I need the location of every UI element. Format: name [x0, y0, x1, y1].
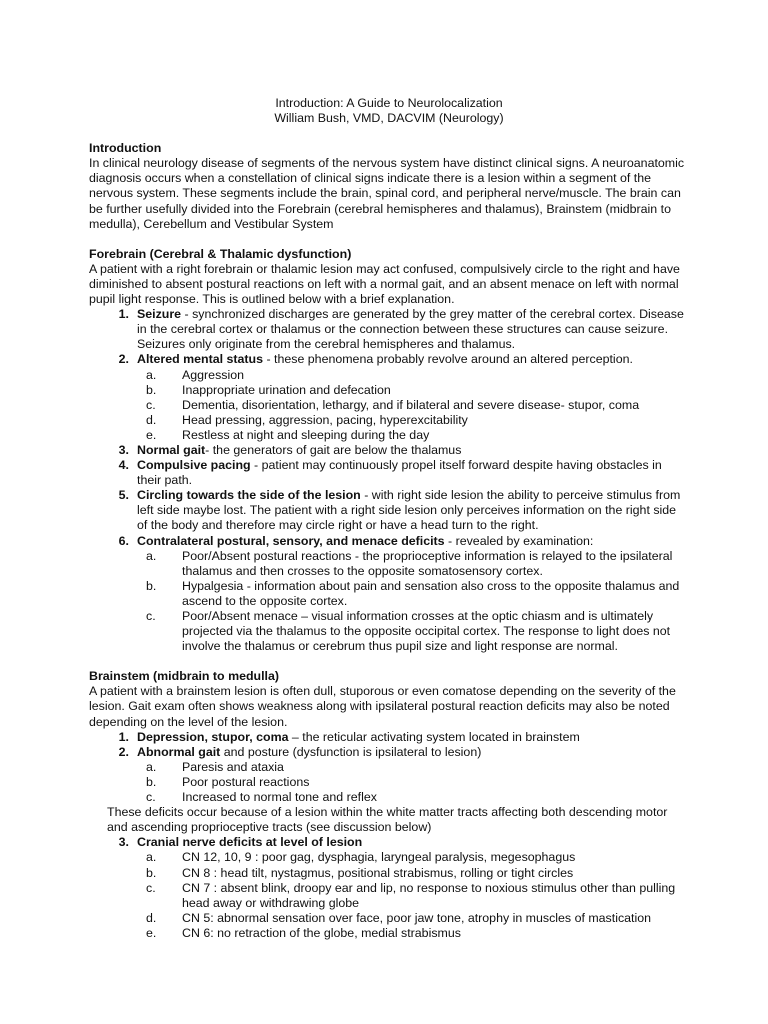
list-item [89, 835, 689, 850]
item-number: 5. [118, 488, 129, 503]
item-number: 4. [118, 458, 129, 473]
item-text: - these phenomena probably revolve around an altered perception. [263, 352, 633, 367]
sub-item-text: Poor/Absent postural reactions - the proprioceptive information is relayed to the ipsilateral thalamus and then crosses to the opposite somatosensory cortex. [182, 548, 673, 578]
item-text: - patient may continuously propel itself forward despite having obstacles in their path. [137, 458, 662, 488]
list-item [89, 458, 689, 488]
item-number: 1. [118, 307, 129, 322]
forebrain-paragraph: A patient with a right forebrain or thalamic lesion may act confused, compulsively circle to the right and have diminished to absent postural reactions on left with a normal gait, and an absent menace on left with normal pupil light response. This is outlined below with a brief explanation. [89, 261, 680, 307]
item-bold-text: Abnormal gait [137, 744, 221, 759]
sub-item-letter: b. [146, 382, 157, 397]
sub-list [89, 368, 689, 443]
forebrain-heading: Forebrain (Cerebral & Thalamic dysfunction) [89, 246, 352, 261]
sub-list [89, 549, 689, 655]
item-bold-text: Normal gait [137, 442, 206, 457]
sub-item-letter: e. [146, 925, 157, 940]
sub-item-text: CN 7 : absent blink, droopy ear and lip, no response to noxious stimulus other than pulling head away or withdrawing globe [182, 880, 676, 910]
item-number: 3. [118, 442, 129, 457]
item-bold-text: Cranial nerve deficits at level of lesion [137, 835, 363, 850]
sub-item-text: Paresis and ataxia [182, 759, 284, 774]
sub-item-letter: e. [146, 427, 157, 442]
brainstem-heading: Brainstem (midbrain to medulla) [89, 669, 280, 684]
list-item [89, 745, 689, 805]
item-bold-text: Contralateral postural, sensory, and menace deficits [137, 533, 445, 548]
sub-item-letter: a. [146, 367, 157, 382]
brainstem-list [89, 730, 689, 805]
sub-list-item [89, 790, 689, 805]
list-item [89, 443, 689, 458]
brainstem-list-continued [89, 835, 689, 850]
forebrain-list [89, 307, 689, 654]
sub-item-text: CN 8 : head tilt, nystagmus, positional strabismus, rolling or tight circles [182, 865, 574, 880]
sub-item-text: Head pressing, aggression, pacing, hyperexcitability [182, 412, 468, 427]
sub-item-text: Dementia, disorientation, lethargy, and if bilateral and severe disease- stupor, coma [182, 397, 640, 412]
document-body [89, 96, 689, 941]
title-line-1: Introduction: A Guide to Neurolocalization [275, 96, 503, 110]
sub-item-letter: c. [146, 880, 156, 895]
list-item [89, 534, 689, 655]
sub-item-text: Poor postural reactions [182, 774, 310, 789]
sub-list-item [89, 760, 689, 775]
brainstem-paragraph: A patient with a brainstem lesion is often dull, stuporous or even comatose depending on the severity of the lesion. Gait exam often shows weakness along with ipsilateral postural reaction deficits may also be noted depending on the level of the lesion. [89, 684, 676, 729]
list-item [89, 307, 689, 352]
sub-item-letter: a. [146, 548, 157, 563]
sub-item-letter: c. [146, 790, 156, 805]
item-text: - revealed by examination: [444, 533, 594, 548]
sub-item-letter: c. [146, 609, 156, 623]
sub-item-text: CN 12, 10, 9 : poor gag, dysphagia, laryngeal paralysis, megesophagus [182, 850, 576, 865]
sub-item-letter: b. [146, 865, 157, 880]
sub-item-text: Aggression [182, 367, 244, 382]
title-line-2: William Bush, VMD, DACVIM (Neurology) [274, 111, 504, 126]
sub-item-letter: c. [146, 397, 156, 412]
sub-item-letter: a. [146, 850, 157, 865]
sub-list-item [89, 775, 689, 790]
item-number: 3. [118, 835, 129, 850]
item-text: and posture (dysfunction is ipsilateral to lesion) [220, 744, 482, 759]
sub-item-text: Hypalgesia - information about pain and sensation also cross to the opposite thalamus and ascend to the opposite cortex. [182, 578, 680, 608]
sub-list-item [89, 881, 689, 911]
item-bold-text: Seizure [137, 307, 182, 322]
sub-list-item [89, 579, 689, 609]
item-number: 2. [118, 744, 129, 759]
intro-paragraph: In clinical neurology disease of segments of the nervous system have distinct clinical signs. A neuroanatomic diagnosis occurs when a constellation of clinical signs indicate there is a lesion within a segment of the nervous system. These segments include the brain, spinal cord, and peripheral nerve/muscle. The brain can be further usefully divided into the Forebrain (cerebral hemispheres and thalamus), Brainstem (midbrain to medulla), Cerebellum and Vestibular System [89, 156, 685, 231]
item-number: 1. [118, 729, 129, 744]
sub-list-item [89, 866, 689, 881]
item-number: 2. [118, 352, 129, 367]
sub-item-text: Increased to normal tone and reflex [182, 790, 377, 805]
sub-list-item [89, 398, 689, 413]
sub-item-letter: d. [146, 412, 157, 427]
sub-item-text: Poor/Absent menace – visual information crosses at the optic chiasm and is ultimately projected via the thalamus to the opposite occipital cortex. The response to light does not involve the thalamus or cerebrum thus pupil size and light response are normal. [182, 609, 671, 654]
item-bold-text: Depression, stupor, coma [137, 729, 289, 744]
sub-item-letter: a. [146, 759, 157, 774]
sub-list-item [89, 609, 689, 654]
sub-item-text: Restless at night and sleeping during the day [182, 427, 430, 442]
list-item [89, 730, 689, 745]
intro-heading: Introduction [89, 141, 162, 156]
list-item [89, 488, 689, 533]
sub-list-item [89, 383, 689, 398]
sub-list-item [89, 413, 689, 428]
sub-list-item [89, 911, 689, 926]
sub-item-text: Inappropriate urination and defecation [182, 382, 391, 397]
brainstem-note: These deficits occur because of a lesion within the white matter tracts affecting both descending motor and ascending proprioceptive tracts (see discussion below) [107, 805, 668, 835]
item-text: - the generators of gait are below the thalamus [205, 442, 462, 457]
sub-item-letter: b. [146, 774, 157, 789]
sub-list-item [89, 368, 689, 383]
sub-item-letter: b. [146, 578, 157, 593]
sub-list-item [89, 428, 689, 443]
cranial-nerve-sublist [89, 850, 689, 941]
item-text: - with right side lesion the ability to perceive stimulus from left side maybe lost. The patient with a right side lesion only perceives information on the right side of the body and therefore may circle right or have a head turn to the right. [137, 488, 681, 533]
sub-item-letter: d. [146, 910, 157, 925]
list-item [89, 352, 689, 443]
item-bold-text: Altered mental status [137, 352, 264, 367]
sub-item-text: CN 6: no retraction of the globe, medial strabismus [182, 925, 461, 940]
item-bold-text: Circling towards the side of the lesion [137, 488, 361, 503]
sub-item-text: CN 5: abnormal sensation over face, poor jaw tone, atrophy in muscles of mastication [182, 910, 652, 925]
item-bold-text: Compulsive pacing [137, 458, 251, 473]
sub-list-item [89, 549, 689, 579]
item-text: – the reticular activating system located in brainstem [288, 729, 580, 744]
item-text: - synchronized discharges are generated by the grey matter of the cerebral cortex. Disease in the cerebral cortex or thalamus or the connection between these structures can cause seizure. Seizures only originate from the cerebral hemispheres and thalamus. [137, 307, 684, 352]
sub-list [89, 760, 689, 805]
sub-list-item [89, 926, 689, 941]
sub-list-item [89, 850, 689, 865]
item-number: 6. [118, 533, 129, 548]
